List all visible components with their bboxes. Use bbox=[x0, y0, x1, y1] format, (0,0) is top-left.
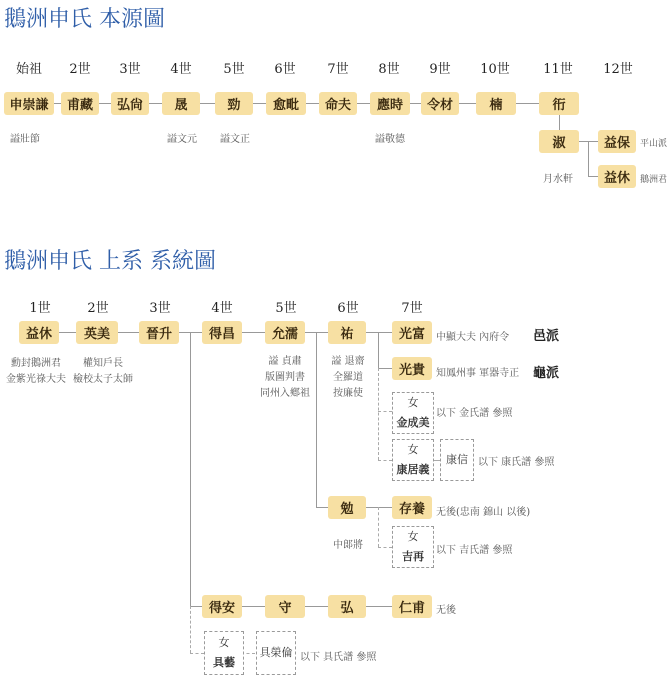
connector-line bbox=[378, 411, 392, 412]
note-line: 金紫光祿大夫 bbox=[6, 374, 66, 385]
person-note: 以下 康氏譜 參照 bbox=[478, 457, 555, 468]
generation-label: 10世 bbox=[480, 62, 510, 77]
person-box[interactable]: 光富 bbox=[392, 321, 432, 344]
daughter-label: 女 bbox=[407, 443, 419, 456]
generation-label: 8世 bbox=[378, 62, 400, 77]
connector-line bbox=[378, 460, 392, 461]
generation-label: 2世 bbox=[87, 301, 109, 316]
generation-label: 1世 bbox=[29, 301, 51, 316]
connector-line bbox=[378, 507, 379, 547]
note-line: 版圖判書 bbox=[265, 372, 305, 383]
person-box[interactable]: 令材 bbox=[421, 92, 459, 115]
person-note: 中郞將 bbox=[333, 540, 363, 551]
person-note: 无後(忠南 錦山 以後) bbox=[436, 507, 531, 518]
spouse-name: 康居義 bbox=[396, 463, 430, 476]
person-note bbox=[320, 354, 376, 402]
branch-label: 龜派 bbox=[533, 366, 560, 381]
connector-line bbox=[378, 368, 392, 369]
person-box[interactable]: 得安 bbox=[202, 595, 242, 618]
connector-line bbox=[378, 368, 379, 460]
person-note: 以下 吉氏譜 參照 bbox=[436, 545, 513, 556]
generation-label: 始祖 bbox=[15, 62, 42, 77]
note-line: 勳封鵝洲君 bbox=[11, 358, 61, 369]
person-box[interactable]: 益保 bbox=[598, 130, 636, 153]
person-note bbox=[68, 356, 138, 388]
generation-label: 3世 bbox=[149, 301, 171, 316]
daughter-box[interactable] bbox=[204, 631, 244, 675]
daughter-label: 女 bbox=[407, 530, 419, 543]
generation-label: 4世 bbox=[170, 62, 192, 77]
person-note: 知鳳州事 軍器寺正 bbox=[436, 368, 520, 379]
generation-label: 6世 bbox=[337, 301, 359, 316]
generation-label: 5世 bbox=[223, 62, 245, 77]
person-box[interactable]: 祐 bbox=[328, 321, 366, 344]
generation-label: 6世 bbox=[274, 62, 296, 77]
connector-line bbox=[378, 547, 392, 548]
person-box[interactable]: 淑 bbox=[539, 130, 579, 153]
person-box[interactable]: 應時 bbox=[370, 92, 410, 115]
spouse-name: 吉再 bbox=[402, 550, 424, 563]
generation-label: 12世 bbox=[603, 62, 633, 77]
note-line: 檢校太子太師 bbox=[73, 374, 133, 385]
descendant-box[interactable]: 具榮倫 bbox=[256, 631, 296, 675]
connector-line bbox=[190, 653, 204, 654]
descendant-box[interactable]: 康信 bbox=[440, 439, 474, 481]
daughter-label: 女 bbox=[407, 396, 419, 409]
person-box[interactable]: 允濡 bbox=[265, 321, 305, 344]
connector-line bbox=[378, 332, 379, 368]
person-box[interactable]: 愈毗 bbox=[266, 92, 306, 115]
spouse-name: 具藝 bbox=[213, 656, 235, 669]
person-box[interactable]: 勉 bbox=[328, 496, 366, 519]
person-box[interactable]: 楠 bbox=[476, 92, 516, 115]
generation-label: 7世 bbox=[401, 301, 423, 316]
section2-title: 鵝洲申氏 上系 系統圖 bbox=[4, 249, 216, 274]
daughter-box[interactable] bbox=[392, 392, 434, 434]
person-note: 謚壯節 bbox=[10, 134, 40, 145]
generation-label: 7世 bbox=[327, 62, 349, 77]
generation-label: 9世 bbox=[429, 62, 451, 77]
daughter-box[interactable] bbox=[392, 526, 434, 568]
person-note: 中顯大夫 內府令 bbox=[436, 332, 510, 343]
connector-line bbox=[190, 332, 191, 606]
generation-label: 11世 bbox=[543, 62, 573, 77]
person-box[interactable]: 晉升 bbox=[139, 321, 179, 344]
person-box[interactable]: 仁甫 bbox=[392, 595, 432, 618]
person-note: 謚文正 bbox=[220, 134, 250, 145]
person-note: 鵝洲君 bbox=[640, 175, 668, 185]
person-note: 无後 bbox=[436, 605, 456, 616]
person-box[interactable]: 晟 bbox=[162, 92, 200, 115]
person-box[interactable]: 存養 bbox=[392, 496, 432, 519]
connector-line bbox=[588, 141, 589, 176]
section1-title: 鵝洲申氏 本源圖 bbox=[4, 7, 165, 32]
branch-label: 邑派 bbox=[533, 329, 560, 344]
note-line: 全羅道 bbox=[333, 372, 363, 383]
note-line: 按廉使 bbox=[333, 388, 363, 399]
person-note: 以下 金氏譜 參照 bbox=[436, 408, 513, 419]
person-box[interactable]: 弘 bbox=[328, 595, 366, 618]
person-note bbox=[250, 354, 320, 402]
person-box[interactable]: 光貴 bbox=[392, 357, 432, 380]
person-box[interactable]: 弘尙 bbox=[111, 92, 149, 115]
person-box[interactable]: 益休 bbox=[19, 321, 59, 344]
person-box[interactable]: 申崇謙 bbox=[4, 92, 54, 115]
spouse-name: 金成美 bbox=[396, 416, 430, 429]
person-box[interactable]: 勁 bbox=[215, 92, 253, 115]
person-box[interactable]: 命夫 bbox=[319, 92, 357, 115]
person-box[interactable]: 英美 bbox=[76, 321, 118, 344]
daughter-box[interactable] bbox=[392, 439, 434, 481]
note-line: 權知戶長 bbox=[83, 358, 123, 369]
person-box[interactable]: 甫藏 bbox=[61, 92, 99, 115]
connector-line bbox=[190, 606, 191, 653]
person-note: 月水軒 bbox=[543, 174, 573, 185]
generation-label: 5世 bbox=[275, 301, 297, 316]
note-line: 謚 貞肅 bbox=[268, 356, 302, 367]
note-line: 同州入鄕祖 bbox=[260, 388, 310, 399]
person-note: 謚敬德 bbox=[375, 134, 405, 145]
person-note: 以下 具氏譜 參照 bbox=[300, 652, 377, 663]
person-box[interactable]: 得昌 bbox=[202, 321, 242, 344]
daughter-label: 女 bbox=[218, 636, 230, 649]
generation-label: 2世 bbox=[69, 62, 91, 77]
person-note: 謚文元 bbox=[167, 134, 197, 145]
generation-label: 3世 bbox=[119, 62, 141, 77]
person-box[interactable]: 益休 bbox=[598, 165, 636, 188]
person-box[interactable]: 衎 bbox=[539, 92, 579, 115]
person-box[interactable]: 守 bbox=[265, 595, 305, 618]
generation-label: 4世 bbox=[211, 301, 233, 316]
note-line: 謚 退齋 bbox=[331, 356, 365, 367]
person-note bbox=[0, 356, 72, 388]
person-note: 平山派 bbox=[640, 139, 668, 149]
connector-line bbox=[578, 141, 600, 142]
